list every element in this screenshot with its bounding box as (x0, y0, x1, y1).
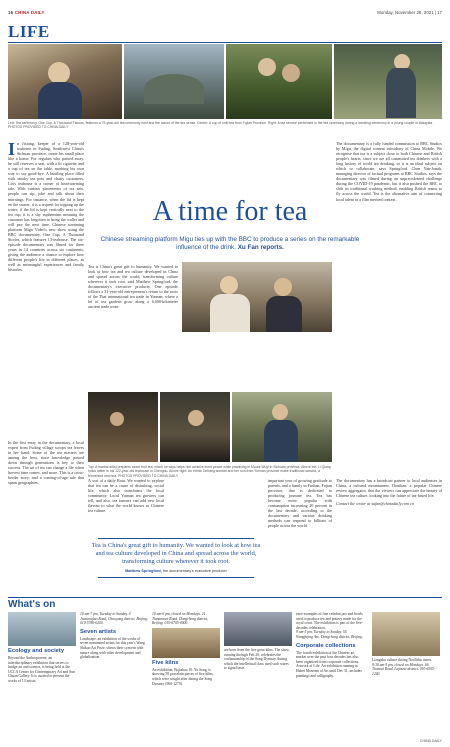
photo-martial-artist (88, 392, 158, 462)
photo-teahouse-keeper (8, 44, 122, 119)
photo-tea-mountain (124, 44, 224, 119)
whats-on-body: ence examples of fine celadon jars and bowls used to produce tea and pottery made for the royal court. The exhibition is part of the five-decades celebration. (296, 612, 363, 630)
whats-on-body: The fourth exhibition of the Chinese art market over the past four decades has also been organized from corporate collections. Artwork of Life: An exhibition running at Hubei Museum of Art until Dec 31, includes paintings and calligraphy. (296, 650, 362, 678)
page-footer: CHINA DAILY (419, 739, 442, 743)
whats-on-item (80, 612, 148, 660)
photo-tea-masters (182, 262, 332, 332)
pull-author-name: Matthew Springford, (125, 569, 162, 574)
whats-on-heading: Corporate collections (296, 642, 356, 649)
photo-tea-garden (334, 44, 442, 119)
photo-tea-ceremony (226, 44, 332, 119)
pull-quote-rule-top (98, 538, 254, 539)
whats-on-item (372, 612, 440, 676)
article-headline: A time for tea (152, 196, 308, 227)
article-lower-column-4 (336, 478, 442, 506)
top-photo-caption: Left: Tea ceremony. One Cup, A Thousand Flavors, features a 75-year-old tea ceremony host and the actors of the tea sense. Center: A cup of cold tea from Fujian Province. Right: A tea service performed in the tea ceremony during a wedding ceremony in a young couple in Malaysia. PHOTOS PROVIDED TO CHINA DAILY (8, 121, 434, 130)
pull-author-role: the documentary's executive producer (162, 569, 227, 574)
whats-on-body: Liangzhu culture during Neolithic times. (372, 658, 433, 662)
pull-quote (88, 535, 264, 581)
article-lower-column-3: important year of growing gratitude to parents, and a family in Fushan, Fujian province, that is dedicated to producing jasmine tea. Tea has become more popular with consumption increasing 20 percent in the last decade, according to the documentary and various drinking methods can respond to billions of people across the world. (268, 478, 332, 529)
page-header (8, 8, 442, 20)
whats-on-info: 10 am-7 pm, Tuesday to Sunday. 4 Jiuxianqiao Road, Chaoyang district, Beijing. 010-5780-0200. (80, 612, 148, 626)
photo-teahouse-owner (160, 392, 230, 462)
article-deck (100, 236, 360, 252)
whats-on-title: What's on (8, 599, 56, 610)
whats-on-body: Landscape, an exhibition of the works of seven nominated artists for this year's Wang Shikuo Art Prize, shows their concern with nature along with other development and globalization. (80, 636, 145, 660)
page-number: 16 (8, 10, 14, 15)
whats-on-photo (152, 628, 220, 658)
whats-on-info: 9 am-5 pm, Tuesday to Sunday. 55 Wangfujing Ave, Dongcheng district, Beijing. (296, 630, 363, 639)
whats-on-photo (372, 612, 440, 656)
article-body-1 (8, 141, 84, 272)
pull-quote-text: Tea is China's great gift to humanity. We wanted to look at how tea and tea culture developed in China and spread across the world, transforming culture wherever it took root. (91, 541, 261, 566)
section-rule (8, 42, 442, 43)
whats-on-heading: Five kilns (152, 659, 179, 666)
deck-text: Chinese streaming platform Migu ties up with the BBC to produce a series on the remarkable influence of the drink. (100, 236, 360, 251)
publication-logo (8, 10, 45, 15)
article-column-2: Tea is China's great gift to humanity. We wanted to look at how tea and tea culture developed in China and spread across the world, transforming culture wherever it took root, said Matthew Springford, the documentary's executive producer. One episode follows a 31-year-old entrepreneur's return to the roots of the Thai international tea trade in Yunnan, where a lot of tea gardens grow along a 6,000-kilometer ancient trade route. (88, 264, 178, 310)
whats-on-photo (224, 612, 292, 646)
pull-quote-rule-bottom (98, 577, 254, 578)
whats-on-info: 9:30 am-5 pm, closed on Mondays. 66 Tianwai Road, Lujiazui district. 010-6505-1200. (372, 662, 436, 676)
whats-on-item (224, 612, 292, 671)
drop-cap: I (8, 139, 16, 159)
whats-on-rule (8, 597, 442, 598)
article-lower-column-1: In the first entry in the documentary, a local expert from Fuding village scoops tea leaves in her hand. Some of the tea masters are among the best, since knowledge passed down through generations is key to their success. The art of tea can change a life when harvest time comes, and more. This is a cross-border story, and a coming-of-age tale that spans geographies. (8, 440, 84, 486)
publication-name: CHINA DAILY (14, 10, 45, 15)
mid-photo-caption: Top: A martial artist prepares stone fruit tea, which he says helps him achieve inner peace while practicing in Mount Wuyi in Sichuan province. Above left: Li Qiang holds water in his 122-year-old teahouse in Chengdu. Above right: An ethnic Dehang woman and her son from Yunnan province make traditional sancha, a fermented new tea. PHOTOS PROVIDED TO CHINA DAILY (88, 465, 331, 478)
whats-on-body: Beyond the Anthropocene, an interdisciplinary exhibition that serves to bridge art and science, is being held at the UCCA Center for Contemporary Art and Sun Chuan Gallery. It is curated to present the works of 13 artists. (8, 656, 75, 683)
whats-on-item (152, 612, 220, 686)
pull-quote-author (88, 569, 264, 574)
lower-column-4-text: The documentary has a broadcast partner to local audiences in China, a cultural mountaineer, Donikan, a popular Chinese review aggregator, that the viewers can appreciate the beauty of Chinese tea culture, looking into the future of tea-based life. (336, 478, 442, 499)
whats-on-body: An exhibition, Bojiabao 10: Yu Song, is showing 58 porcelain pieces of five kilns, which were sought after during the Song Dynasty (960-1279). (152, 667, 214, 686)
whats-on-info: 10 am-6 pm, closed on Mondays. 21 Tiananmen Road, Dongcheng district, Beijing. 010-6705-0000. (152, 612, 209, 626)
section-title: LIFE (8, 22, 50, 41)
date-line: Monday, November 29, 2021 | 17 (377, 10, 442, 15)
column-1-text: n Jixiang, keeper of a 128-year-old teahouse in Fuding, Southwest China's Sichuan province, treats his small place like a home. For regulars who passed away, he still reserves a seat, with a lit cigarette and a cup of tea on the table, marking his own way to say good-bye. A bustling place filled with smoky tea pots and chatty customers, Lin's teahouse is a corner of heartwarming tale. With various placements of tea sets, people can sip, joke and talk about their mornings. For instance, when the lid is kept on the saucer, it is a request for topping up the water; if the lid is kept vertically next to the tea cup, it is a shy euphemism meaning the customer has forgotten to bring the wallet and will pay the next time. Chinese streaming platform Migu Video's new show using the BBC documentary, One Cup, A Thousand Stories, which features 13-teahouse. The six-episode documentary was filmed for three years in 14 countries across six continents, giving the audience a chance to explore how different people's life in different places, as well as meaningful experiences and family histories. (8, 141, 84, 273)
whats-on-item (296, 612, 364, 678)
article-column-3: The documentary is a fully funded commission to BBC Studios by Migu, the digital content subsidiary of China Mobile. We recognise that tea is a subject close to both Chinese and British people's hearts, since we are all committed tea drinkers with a long history of world tea drinking, so it is an ideal subject on which to collaborate, says Springford. Chen Yan-Jonah, managing director of factual programs at BBC Studios, says the documentary was filmed during an unprecedented challenge during the COVID-19 pandemic, but it also pushed the BBC to shift its traditional working method, enabling British teams to fly across the world. Tea is the alternative aim of connecting local talent in a film merited context. (336, 141, 442, 202)
whats-on-photo (8, 612, 76, 646)
contact-line: Contact the writer at xufan@chinadaily.com.cn (336, 501, 414, 507)
whats-on-item (8, 612, 76, 684)
article-lower-column-2: A sort of a daily Rout. We wanted to explore that tea can be a cause of disturbing, social life, which also transforms the local community. Local Yunnan tea growers can tell, and also, tea farmers can add new local flavour to what the world knows as Chinese tea culture. (88, 478, 164, 514)
article-column-1 (8, 141, 84, 437)
byline: Xu Fan reports. (237, 244, 284, 251)
photo-ethnic-woman (232, 392, 332, 462)
whats-on-heading: Seven artists (80, 628, 117, 635)
whats-on-body: are born from the five great kilns. The show, running through Feb 20, celebrates the craftsmanship of the Song Dynasty, during which the intellectual class used such wares to signal taste. (224, 648, 290, 671)
whats-on-heading: Ecology and society (8, 648, 65, 654)
